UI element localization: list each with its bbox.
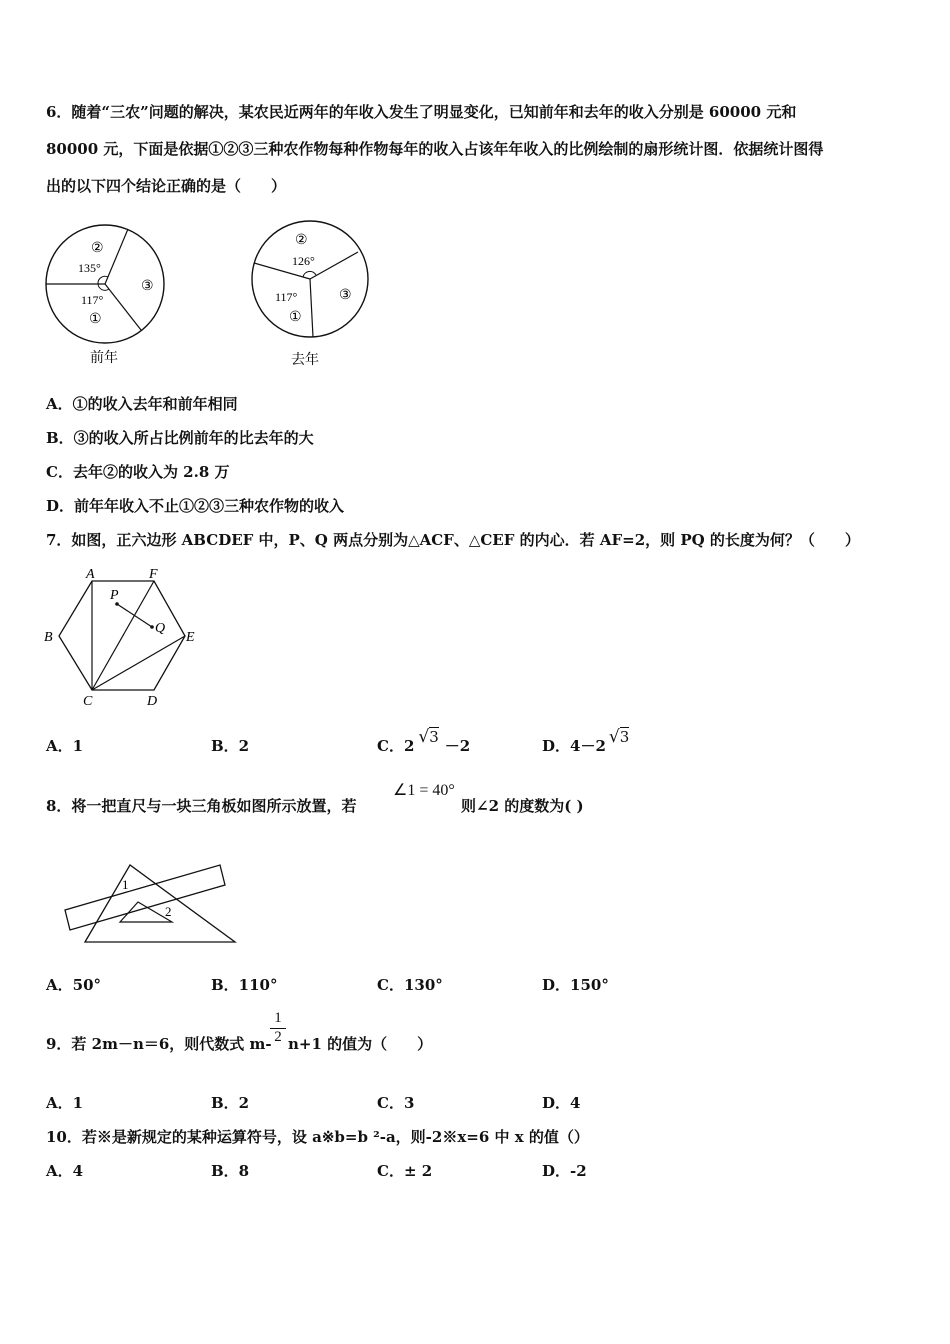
- q8-angle-1-label: 1: [122, 877, 129, 892]
- q8-option-b: B．110°: [211, 976, 278, 994]
- pie-right-angle-left: 117°: [275, 290, 298, 304]
- q10-option-c: C．± 2: [377, 1162, 433, 1180]
- q6-stem-line3: 出的以下四个结论正确的是（ ）: [46, 177, 287, 195]
- pie-right-sector-2-label: ②: [295, 233, 308, 248]
- q8-ruler-triangle-figure: [60, 860, 245, 950]
- q8-option-a: A．50°: [46, 976, 102, 994]
- q8-option-d: D．150°: [542, 976, 609, 994]
- hex-label-e: E: [186, 630, 195, 645]
- q9-stem-suffix: n+1 的值为（ ）: [288, 1035, 433, 1053]
- q6-stem-line2: 80000 元，下面是依据①②③三种农作物每种作物每年的收入占该年年收入的比例绘制的扇形统计图．依据统计图得: [46, 140, 824, 158]
- pie-left-sector-1-label: ①: [89, 312, 102, 327]
- q10-stem: 10．若※是新规定的某种运算符号，设 a※b=b ²-a，则-2※x=6 中 x 的值（）: [46, 1128, 589, 1146]
- pie-right-caption: 去年: [291, 353, 319, 368]
- q8-stem-prefix: 8．将一把直尺与一块三角板如图所示放置，若: [46, 797, 357, 815]
- pie-chart-right: [252, 221, 368, 368]
- pie-left-angle-bottom: 117°: [81, 293, 104, 307]
- pie-chart-left: [46, 225, 164, 366]
- pie-left-sector-3-label: ③: [141, 279, 154, 294]
- q9-option-c: C．3: [377, 1094, 415, 1112]
- pie-right-sector-1-label: ①: [289, 310, 302, 325]
- q7-stem: 7．如图，正六边形 ABCDEF 中，P、Q 两点分别为△ACF、△CEF 的内心．若 AF=2，则 PQ 的长度为何？（ ）: [46, 531, 860, 549]
- q10-option-b: B．8: [211, 1162, 250, 1180]
- q9-stem-prefix: 9．若 2m－n＝6，则代数式 m-: [46, 1035, 272, 1053]
- q8-stem-suffix: 则∠2 的度数为( ): [461, 797, 584, 815]
- pie-right-sector-3-label: ③: [339, 288, 352, 303]
- q8-condition: ∠1 = 40°: [393, 782, 455, 799]
- q9-fraction: [270, 1010, 286, 1046]
- hex-label-d: D: [147, 694, 158, 709]
- q6-stem-line1: 6．随着“三农”问题的解决，某农民近两年的年收入发生了明显变化，已知前年和去年的收入分别是 60000 元和: [46, 103, 797, 121]
- q10-option-a: A．4: [46, 1162, 84, 1180]
- q9-fraction-numerator: 1: [274, 1010, 282, 1026]
- pie-left-angle-top: 135°: [78, 261, 101, 275]
- q7-option-d-radicand: 3: [619, 728, 630, 746]
- q7-option-c: C．2 √3 －2: [377, 727, 471, 755]
- q6-option-a: A．①的收入去年和前年相同: [46, 395, 238, 413]
- q7-option-b: B．2: [211, 737, 250, 755]
- hex-label-f: F: [149, 567, 158, 582]
- q6-option-b: B．③的收入所占比例前年的比去年的大: [46, 429, 314, 447]
- q10-option-d: D．-2: [542, 1162, 587, 1180]
- q7-option-d: D．4－2 √3: [542, 727, 630, 755]
- q7-option-a: A．1: [46, 737, 84, 755]
- pie-left-caption: 前年: [90, 351, 118, 366]
- q7-hexagon-figure: [40, 564, 210, 712]
- q8-angle-2-label: 2: [165, 904, 172, 919]
- pie-right-angle-top: 126°: [292, 254, 315, 268]
- hex-label-b: B: [44, 630, 53, 645]
- q6-pie-charts: [40, 218, 385, 373]
- q9-option-b: B．2: [211, 1094, 250, 1112]
- q9-option-d: D．4: [542, 1094, 581, 1112]
- q6-option-d: D．前年年收入不止①②③三种农作物的收入: [46, 497, 345, 515]
- q9-option-a: A．1: [46, 1094, 84, 1112]
- hex-label-a: A: [86, 567, 95, 582]
- hex-label-c: C: [83, 694, 93, 709]
- q6-option-c: C．去年②的收入为 2.8 万: [46, 463, 230, 481]
- hex-label-p: P: [110, 588, 119, 603]
- q7-option-c-radicand: 3: [429, 728, 439, 746]
- q8-option-c: C．130°: [377, 976, 443, 994]
- q9-fraction-denominator: 2: [270, 1028, 286, 1046]
- pie-left-sector-2-label: ②: [91, 241, 104, 256]
- hex-label-q: Q: [155, 621, 166, 636]
